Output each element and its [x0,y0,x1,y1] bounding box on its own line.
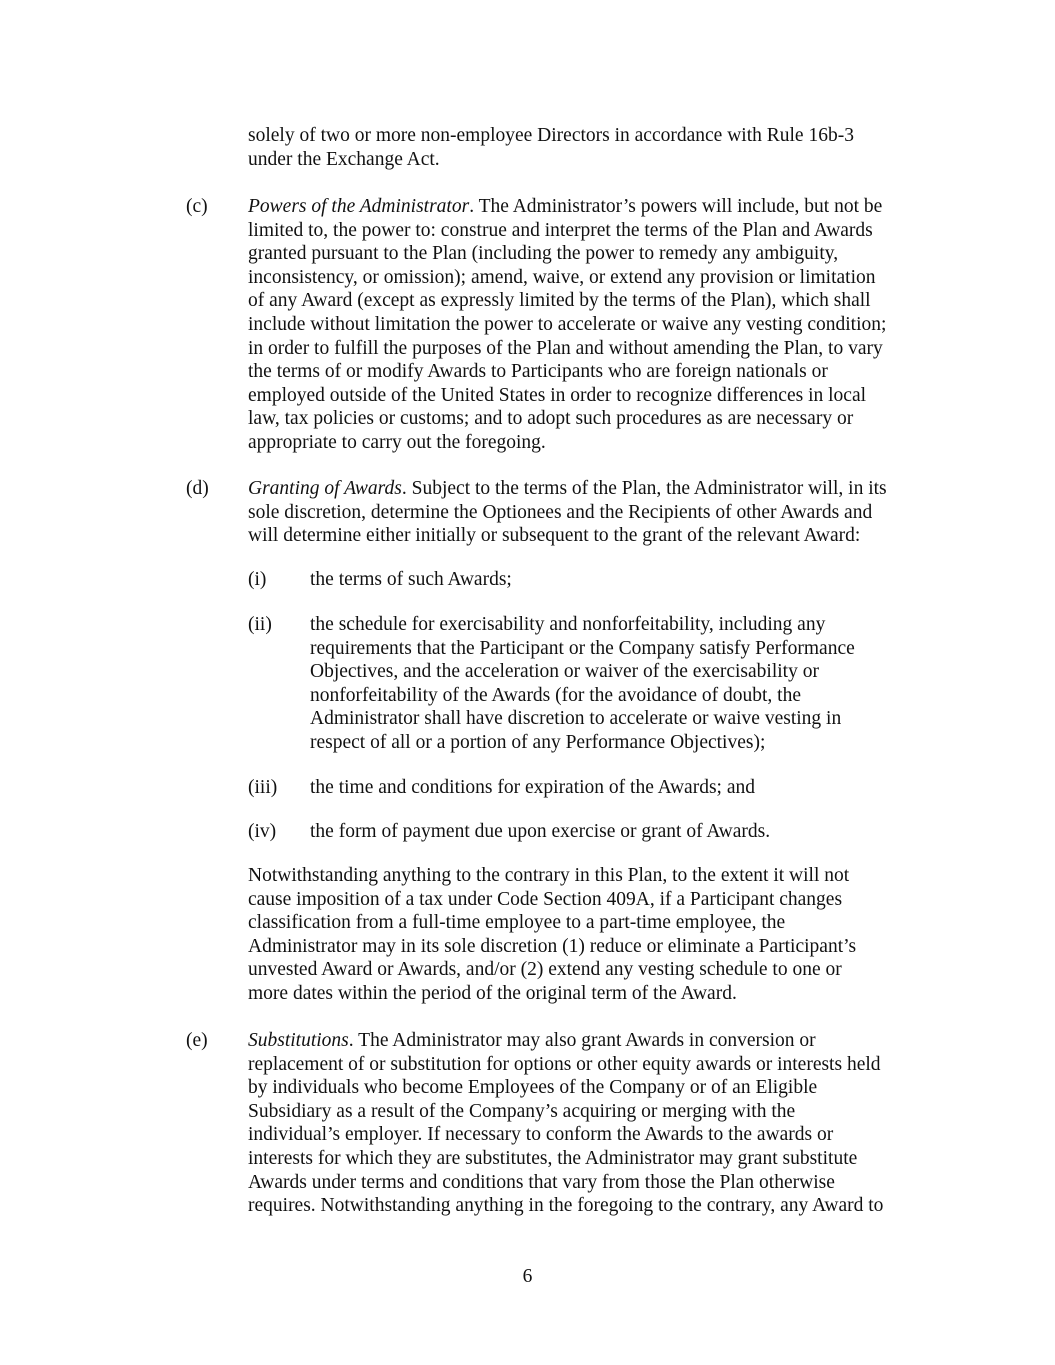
section-d-label: (d) [186,478,209,499]
item-iv-text: the form of payment due upon exercise or grant of Awards. [310,821,771,842]
section-d-title: Granting of Awards [248,478,402,499]
section-c-paragraph [248,195,948,455]
item-iii-text: the time and conditions for expiration of the Awards; and [310,777,755,798]
section-e-title: Substitutions [248,1030,349,1051]
item-iv-label: (iv) [248,821,277,842]
notwithstanding-paragraph: Notwithstanding anything to the contrary in this Plan, to the extent it will not cause imposition of a tax under Code Section 409A, if a Participant changes classification from a full-time employee to a part-time employee, the Administrator may in its sole discretion (1) reduce or eliminate a Participant’s unvested Award or Awards, and/or (2) extend any vesting schedule to one or more dates within the period of the original term of the Award. [248,865,857,1004]
section-d-body: . Subject to the terms of the Plan, the Administrator will, in its sole discretion, determine the Optionees and the Recipients of other Awards and will determine either initially or subsequent to the grant of the relevant Award: [248,478,887,547]
item-ii-label: (ii) [248,614,272,635]
item-iii-label: (iii) [248,777,278,798]
section-c-body: . The Administrator’s powers will include, but not be limited to, the power to: construe and interpret the terms of the Plan and Awards granted pursuant to the Plan (including the power to remedy any ambiguity, inconsistency, or omission); amend, waive, or extend any provision or limitation of any Award (except as expressly limited by the terms of the Plan), which shall include without limitation the power to accelerate or waive any vesting condition; in order to fulfill the purposes of the Plan and without amending the Plan, to vary the terms of or modify Awards to Participants who are foreign nationals or employed outside of the United States in order to recognize differences in local law, tax policies or customs; and to adopt such procedures as are necessary or appropriate to carry out the foregoing. [248,196,887,453]
section-e-label: (e) [186,1030,208,1051]
item-i-label: (i) [248,569,267,590]
section-e-body: . The Administrator may also grant Awards in conversion or replacement of or substitution for options or other equity awards or interests held by individuals who become Employees of the Company or of an Eligible Subsidiary as a result of the Company’s acquiring or merging with the individual’s employer. If necessary to conform the Awards to the awards or interests for which they are substitutes, the Administrator may grant substitute Awards under terms and conditions that vary from those the Plan otherwise requires. Notwithstanding anything in the foregoing to the contrary, any Award to [248,1030,884,1217]
item-i-text: the terms of such Awards; [310,569,512,590]
section-e-paragraph [248,1029,948,1218]
section-d-paragraph [248,477,948,548]
item-ii-text: the schedule for exercisability and nonforfeitability, including any requirements that the Participant or the Company satisfy Performance Objectives, and the acceleration or waiver of the exercisability or nonforfeitability of the Awards (for the avoidance of doubt, the Administrator shall have discretion to accelerate or waive vesting in respect of all or a portion of any Performance Objectives); [310,614,855,753]
section-c-label: (c) [186,196,208,217]
page-number: 6 [522,1266,533,1287]
section-c-title: Powers of the Administrator [248,196,470,217]
continuation-paragraph: solely of two or more non-employee Directors in accordance with Rule 16b-3 under the Exchange Act. [248,125,854,170]
